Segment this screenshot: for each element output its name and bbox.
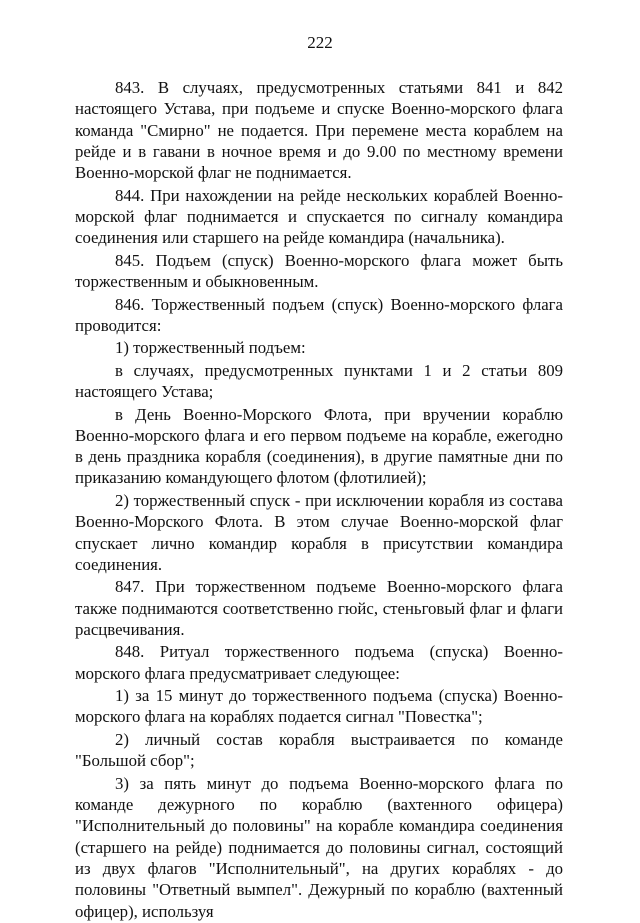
paragraph-848-item-1: 1) за 15 минут до торжественного подъема (спуска) Военно-морского флага на кораблях подается сигнал "Повестка"; [75, 686, 563, 727]
paragraph-848-item-2: 2) личный состав корабля выстраивается по команде "Большой сбор"; [75, 729, 563, 771]
document-body [75, 77, 563, 923]
paragraph-848: 848. Ритуал торжественного подъема (спуска) Военно-морского флага предусматривает следующее: [75, 642, 563, 683]
paragraph-845: 845. Подъем (спуск) Военно-морского флага может быть торжественным и обыкновенным. [75, 250, 563, 292]
paragraph-847: 847. При торжественном подъеме Военно-морского флага также поднимаются соответственно гюйс, стеньговый флаг и флаги расцвечивания. [75, 577, 563, 639]
paragraph-848-item-3: 3) за пять минут до подъема Военно-морского флага по команде дежурного по кораблю (вахтенного офицера) "Исполнительный до половины" на корабле командира соединения (старшего на рейде) поднимается до половины сигнал, состоящий из двух флагов "Исполнительный", на других кораблях - до половины "Ответный вымпел". Дежурный по кораблю (вахтенный офицер), используя [75, 773, 563, 921]
paragraph-846-item-1: 1) торжественный подъем: [115, 338, 306, 358]
paragraph-846-item-1-case-a: в случаях, предусмотренных пунктами 1 и 2 статьи 809 настоящего Устава; [75, 360, 563, 402]
paragraph-843: 843. В случаях, предусмотренных статьями 841 и 842 настоящего Устава, при подъеме и спуске Военно-морского флага команда "Смирно" не подается. При перемене места кораблем на рейде и в гавани в ночное время и до 9.00 по местному времени Военно-морской флаг не поднимается. [75, 78, 563, 183]
paragraph-846-item-1-case-b: в День Военно-Морского Флота, при вручении кораблю Военно-морского флага и его первом подъеме на корабле, ежегодно в день праздника корабля (соединения), в другие памятные дни по приказанию командующего флотом (флотилией); [75, 404, 563, 488]
page-number: 222 [307, 33, 333, 52]
paragraph-844: 844. При нахождении на рейде нескольких кораблей Военно-морской флаг поднимается и спускается по сигналу командира соединения или старшего на рейде командира (начальника). [75, 185, 563, 248]
paragraph-846-item-2: 2) торжественный спуск - при исключении корабля из состава Военно-Морского Флота. В этом случае Военно-морской флаг спускает лично командир корабля в присутствии командира соединения. [75, 490, 563, 574]
paragraph-846: 846. Торжественный подъем (спуск) Военно-морского флага проводится: [75, 294, 563, 335]
